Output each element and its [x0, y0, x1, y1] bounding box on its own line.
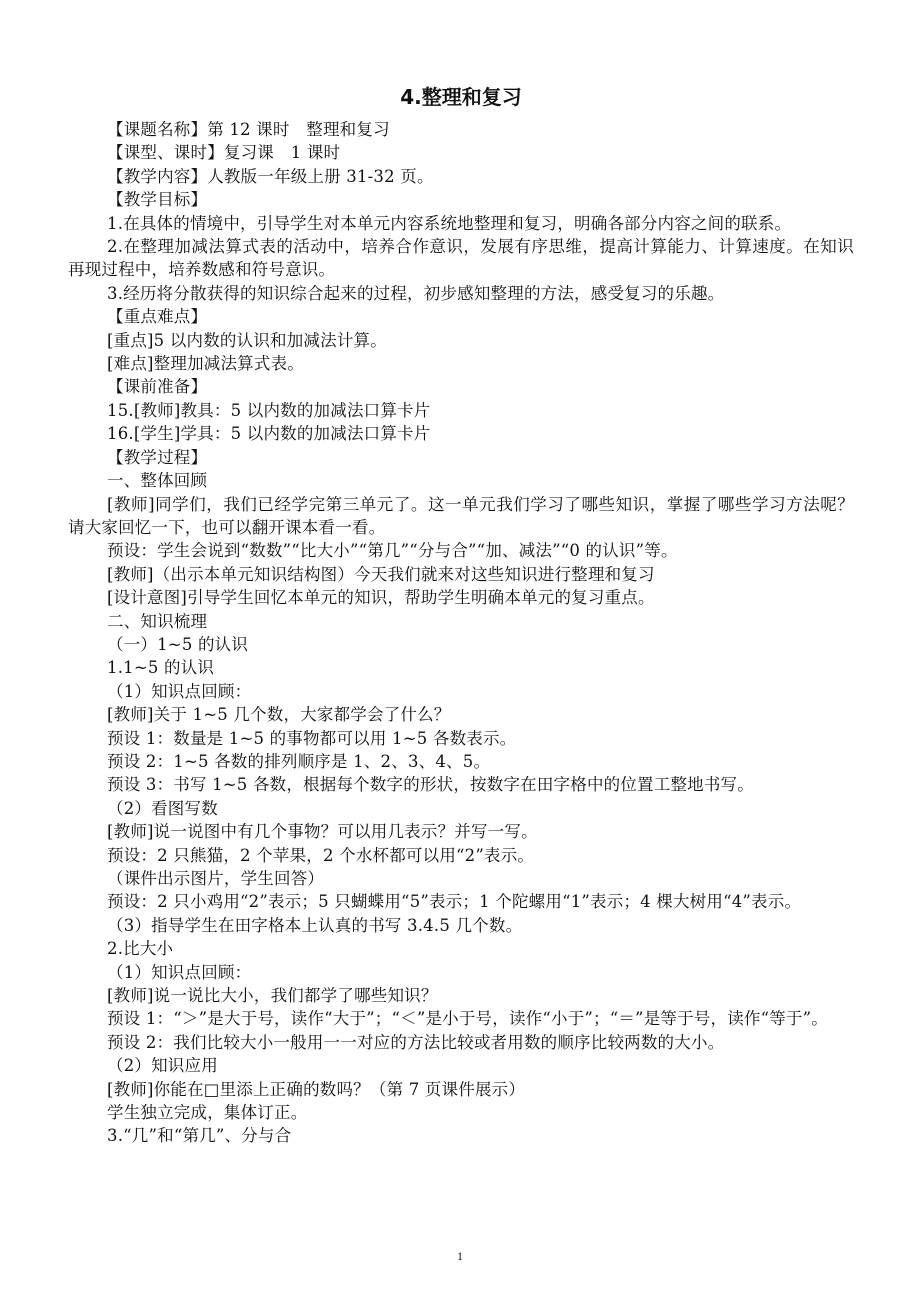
paragraph: （课件出示图片，学生回答） — [107, 869, 325, 888]
paragraph: （2）看图写数 — [107, 798, 218, 818]
paragraph: （1）知识点回顾： — [107, 962, 252, 982]
paragraph: 二、知识梳理 — [107, 611, 208, 631]
paragraph: [教师]同学们，我们已经学完第三单元了。这一单元我们学习了哪些知识，掌握了哪些学习方法呢？请大家回忆一下，也可以翻开课本看一看。 — [68, 494, 854, 537]
document-page — [68, 80, 854, 1148]
paragraph: 预设 3：书写 1~5 各数，根据每个数字的形状，按数字在田字格中的位置工整地书写。 — [107, 775, 754, 795]
paragraph: 预设 1：“＞”是大于号，读作“大于”；“＜”是小于号，读作“小于”；“＝”是等于号，读作“等于”。 — [107, 1009, 828, 1029]
paragraph: 1.在具体的情境中，引导学生对本单元内容系统地整理和复习，明确各部分内容之间的联系。 — [107, 213, 792, 233]
paragraph: [教师]（出示本单元知识结构图）今天我们就来对这些知识进行整理和复习 — [107, 564, 655, 584]
paragraph: [教师]说一说比大小，我们都学了哪些知识？ — [107, 986, 438, 1006]
paragraph: 预设 1：数量是 1~5 的事物都可以用 1~5 各数表示。 — [107, 728, 517, 748]
paragraph: 【教学过程】 — [107, 447, 208, 467]
paragraph: 【课前准备】 — [107, 377, 208, 397]
paragraph: [难点]整理加减法算式表。 — [107, 354, 304, 374]
document-title: 4.整理和复习 — [400, 85, 522, 109]
paragraph: （一）1~5 的认识 — [107, 634, 249, 654]
paragraph: 预设：学生会说到“数数”“比大小”“第几”“分与合”“加、减法”“0 的认识”等。 — [107, 541, 678, 561]
page-number: 1 — [457, 1249, 463, 1263]
paragraph: 预设：2 只小鸡用“2”表示；5 只蝴蝶用“5”表示；1 个陀螺用“1”表示；4 棵大树用“4”表示。 — [107, 892, 802, 912]
paragraph: 预设 2：我们比较大小一般用一一对应的方法比较或者用数的顺序比较两数的大小。 — [107, 1032, 725, 1052]
paragraph: 【教学目标】 — [107, 190, 208, 210]
paragraph: （2）知识应用 — [107, 1056, 218, 1076]
paragraph: 1.1~5 的认识 — [107, 658, 215, 678]
paragraph: 2.比大小 — [107, 939, 174, 959]
paragraph: 3.经历将分散获得的知识综合起来的过程，初步感知整理的方法，感受复习的乐趣。 — [107, 283, 725, 303]
paragraph: [教师]你能在□里添上正确的数吗？（第 7 页课件展示） — [107, 1079, 526, 1099]
paragraph: [教师]说一说图中有几个事物？可以用几表示？并写一写。 — [107, 822, 538, 842]
document-body — [68, 118, 854, 1148]
paragraph: 预设：2 只熊猫，2 个苹果，2 个水杯都可以用“2”表示。 — [107, 845, 535, 865]
paragraph: [教师]关于 1~5 几个数，大家都学会了什么？ — [107, 705, 451, 725]
paragraph: 2.在整理加减法算式表的活动中，培养合作意识，发展有序思维，提高计算能力、计算速度。在知识再现过程中，培养数感和符号意识。 — [68, 237, 854, 280]
paragraph: 【课题名称】第 12 课时 整理和复习 — [107, 120, 390, 139]
paragraph: 学生独立完成，集体订正。 — [107, 1103, 308, 1123]
paragraph: （1）知识点回顾： — [107, 681, 252, 701]
paragraph: 15.[教师]教具：5 以内数的加减法口算卡片 — [107, 400, 431, 420]
paragraph: （3）指导学生在田字格本上认真的书写 3.4.5 几个数。 — [107, 915, 523, 935]
paragraph: [设计意图]引导学生回忆本单元的知识，帮助学生明确本单元的复习重点。 — [107, 588, 655, 608]
paragraph: 预设 2：1~5 各数的排列顺序是 1、2、3、4、5。 — [107, 751, 491, 771]
paragraph: 【重点难点】 — [107, 307, 208, 327]
paragraph: 3.“几”和“第几”、分与合 — [107, 1126, 292, 1146]
paragraph: 【教学内容】人教版一年级上册 31-32 页。 — [107, 166, 434, 186]
paragraph: [重点]5 以内数的认识和加减法计算。 — [107, 330, 387, 350]
paragraph: 一、整体回顾 — [107, 471, 208, 491]
paragraph: 【课型、课时】复习课 1 课时 — [107, 143, 341, 163]
paragraph: 16.[学生]学具：5 以内数的加减法口算卡片 — [107, 424, 431, 444]
